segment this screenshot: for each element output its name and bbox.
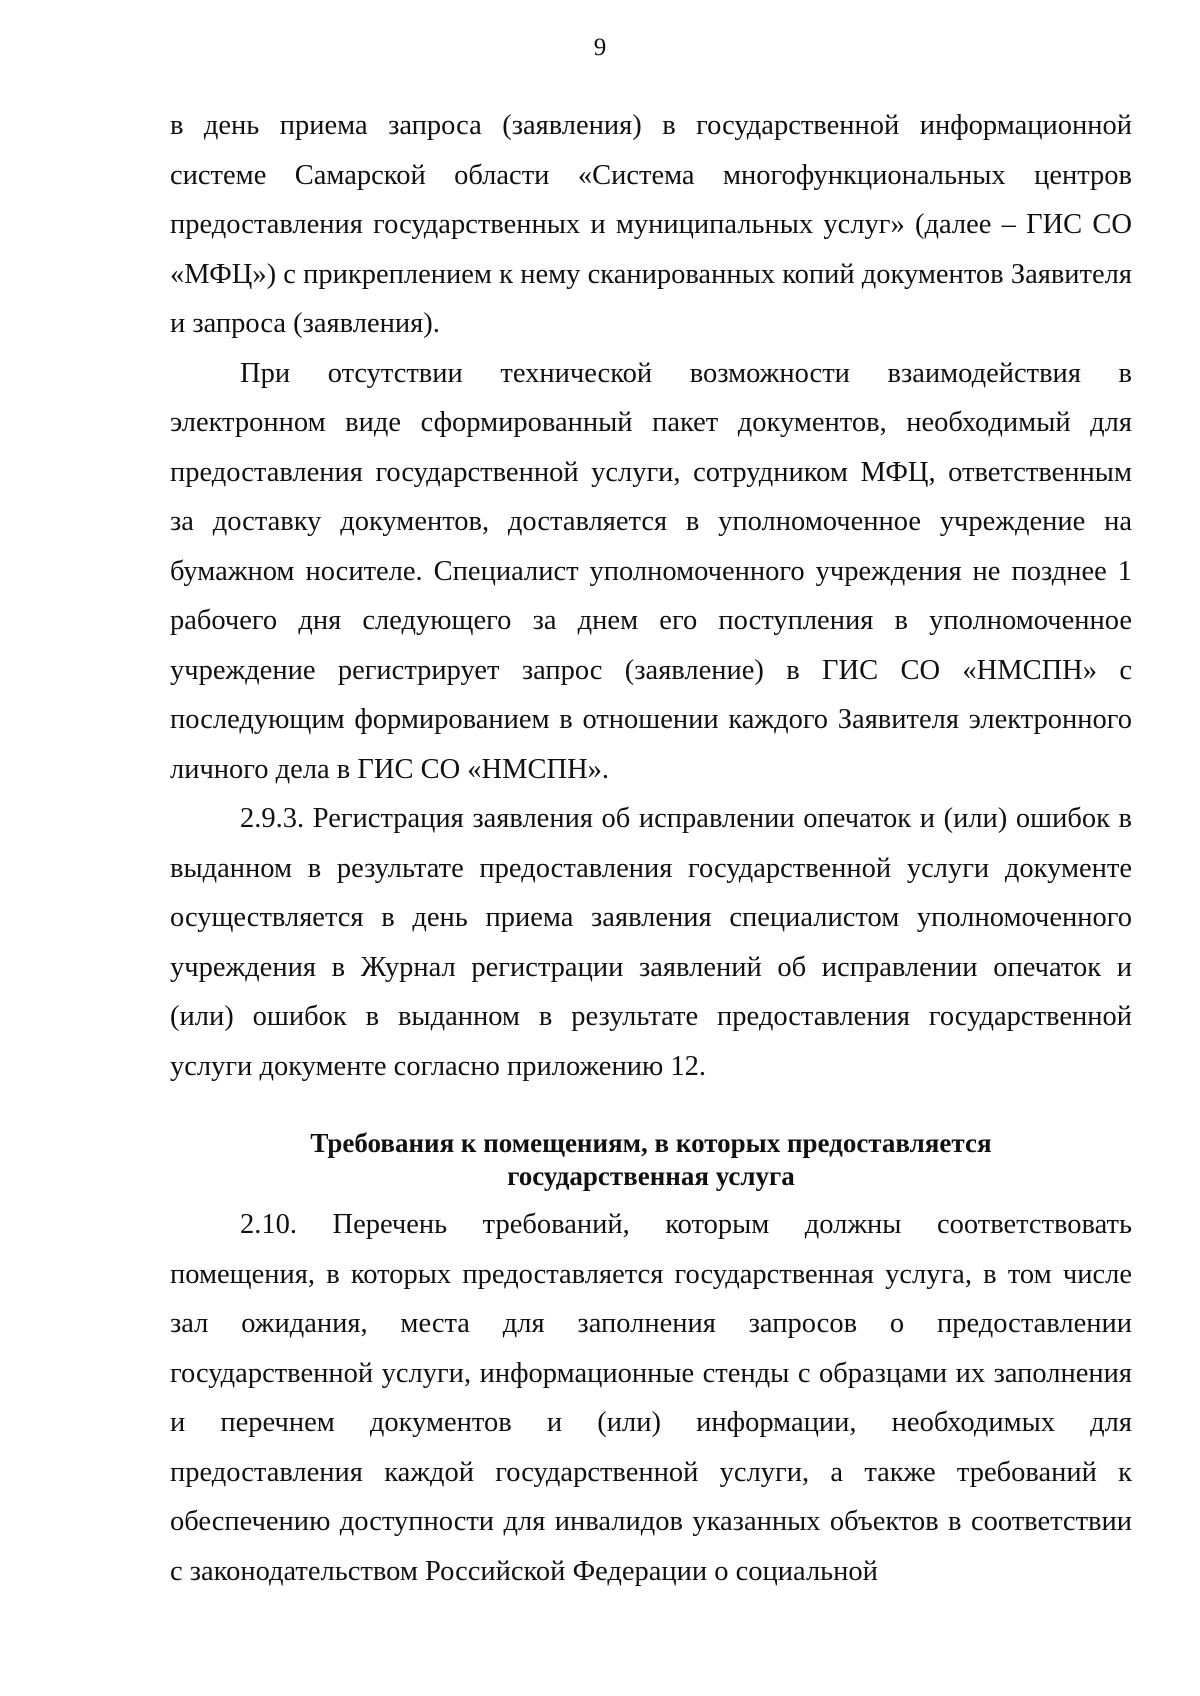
page-number: 9 (593, 34, 607, 61)
section-heading: Требования к помещениям, в которых предоставляется государственная услуга (310, 1128, 992, 1191)
paragraph-2-9-3: 2.9.3. Регистрация заявления об исправлении опечаток и (или) ошибок в выданном в результате предоставления государственной услуги документе осуществляется в день приема заявления специалистом уполномоченного учреждения в Журнал регистрации заявлений об исправлении опечаток и (или) ошибок в выданном в результате предоставления государственной услуги документе согласно приложению 12. (170, 803, 1132, 1082)
paragraph-no-electronic-interaction: При отсутствии технической возможности взаимодействия в электронном виде сформированный пакет документов, необходимый для предоставления государственной услуги, сотрудником МФЦ, ответственным за доставку документов, доставляется в уполномоченное учреждение на бумажном носителе. Специалист уполномоченного учреждения не позднее 1 рабочего дня следующего за днем его поступления в уполномоченное учреждение регистрирует запрос (заявление) в ГИС СО «НМСПН» с последующим формированием в отношении каждого Заявителя электронного личного дела в ГИС СО «НМСПН». (170, 357, 1132, 785)
document-body (170, 101, 1132, 1596)
paragraph-mfc-registration: в день приема запроса (заявления) в государственной информационной системе Самарской области «Система многофункциональных центров предоставления государственных и муниципальных услуг» (далее – ГИС СО «МФЦ») с прикреплением к нему сканированных копий документов Заявителя и запроса (заявления). (170, 110, 1132, 339)
paragraph-2-10: 2.10. Перечень требований, которым должны соответствовать помещения, в которых предоставляется государственная услуга, в том числе зал ожидания, места для заполнения запросов о предоставлении государственной услуги, информационные стенды с образцами их заполнения и перечнем документов и (или) информации, необходимых для предоставления каждой государственной услуги, а также требований к обеспечению доступности для инвалидов указанных объектов в соответствии с законодательством Российской Федерации о социальной (170, 1209, 1132, 1587)
